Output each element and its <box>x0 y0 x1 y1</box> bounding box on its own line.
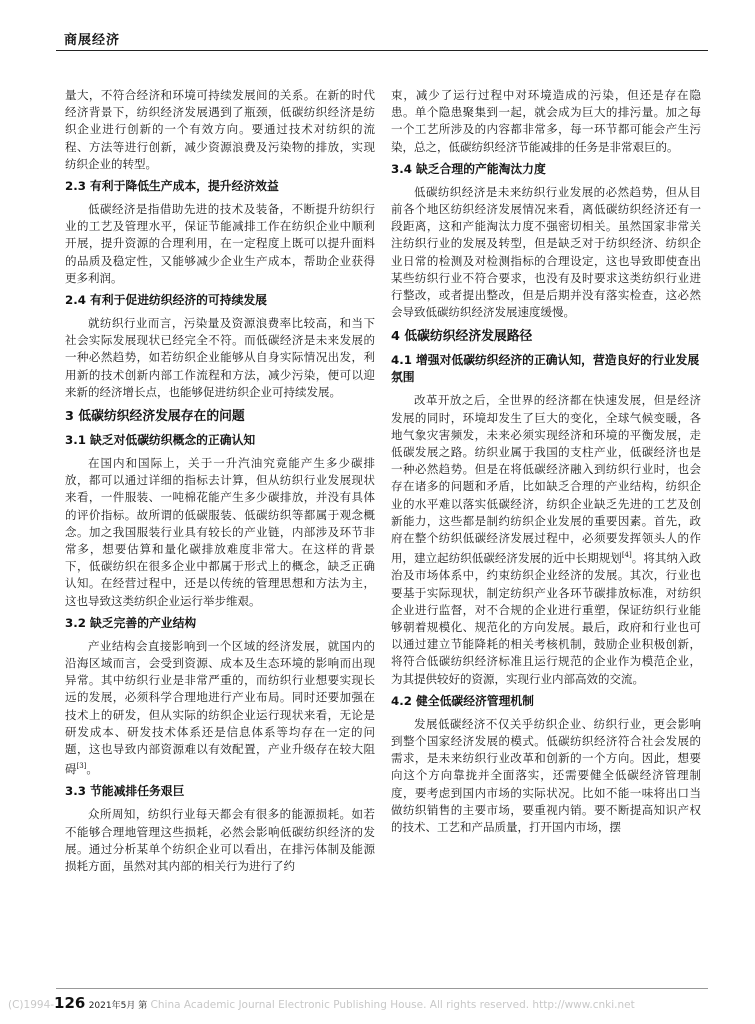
paragraph <box>65 638 375 778</box>
paragraph-text: 改革开放之后，全世界的经济都在快速发展，但是经济发展的同时，环境却发生了巨大的变化，全球气候变暖，各地气象灾害频发，未来必须实现经济和环境的平衡发展，走低碳发展之路。纺织业属于我国的支柱产业，低碳经济也是一种必然趋势。但是在将低碳经济融入到纺织行业时，也会存在诸多的问题和矛盾，比如缺乏合理的产业结构，纺织企业的水平难以落实低碳经济，纺织企业缺乏先进的工艺及创新能力，这些都是制约纺织企业发展的重要因素。首先，政府在整个纺织低碳经济发展过程中，必须要发挥领头人的作用，建立起纺织低碳经济发展的近中长期规划 <box>391 393 701 566</box>
section-heading-3: 3 低碳纺织经济发展存在的问题 <box>65 409 245 425</box>
paragraph: 量大，不符合经济和环境可持续发展间的关系。在新的时代经济背景下，纺织经济发展遇到了瓶颈，低碳纺织经济是纺织企业进行创新的一个有效方向。要通过技术对纺织的流程、方法等进行创新，减少资源浪费及污染物的排放，实现纺织企业的转型。 <box>65 88 375 171</box>
footer <box>8 994 753 1012</box>
section-heading-2-3: 2.3 有利于降低生产成本，提升经济效益 <box>65 179 279 194</box>
citation: [3] <box>76 762 87 771</box>
header-divider <box>56 50 708 51</box>
copyright-notice: China Academic Journal Electronic Publishing House. All rights reserved. http://www.cnki.net <box>150 999 635 1011</box>
paragraph: 发展低碳经济不仅关乎纺织企业、纺织行业，更会影响到整个国家经济发展的模式。低碳纺织经济符合社会发展的需求，是未来纺织行业改革和创新的一个方向。因此，想要向这个方向靠拢并全面落实，还需要健全低碳经济管理制度，要考虑到国内市场的实际状况。比如不能一味将出口当做纺织销售的主要市场，要重视内销。要不断提高知识产权的技术、工艺和产品质量，打开国内市场，摆 <box>391 716 701 834</box>
paragraph-text: 。将其纳入政治及市场体系中，约束纺织企业经济的发展。其次，行业也要基于实际现状，制定纺织产业各环节碳排放标准，对纺织企业进行监督，对不合规的企业进行重塑，保证纺织行业能够朝着规模化、规范化的方向发展。最后，政府和行业也可以通过建立节能降耗的相关考核机制，鼓励企业积极创新，将符合低碳纺织经济标准且运行规范的企业作为模范企业，为其提供较好的资源，实现行业内部高效的交流。 <box>391 551 701 686</box>
section-heading-4-2: 4.2 健全低碳经济管理机制 <box>391 693 534 708</box>
citation: [4] <box>621 551 632 560</box>
paragraph: 就纺织行业而言，污染量及资源浪费率比较高，和当下社会实际发展现状已经完全不符。而低碳经济是未来发展的一种必然趋势，如若纺织企业能够从自身实际情况出发，利用新的技术创新内部工作流程和方法，减少污染，便可以迎来新的经济增长点，也能够促进纺织企业可持续发展。 <box>65 316 375 399</box>
section-heading-3-1: 3.1 缺乏对低碳纺织概念的正确认知 <box>65 433 256 448</box>
paragraph: 低碳经济是指借助先进的技术及装备，不断提升纺织行业的工艺及管理水平，保证节能减排工作在纺织企业中顺利开展，提升资源的合理利用，在一定程度上既可以提升面料的品质及稳定性，又能够减少企业生产成本，帮助企业获得更多利润。 <box>65 202 375 285</box>
section-heading-3-4: 3.4 缺乏合理的产能淘汰力度 <box>391 161 546 176</box>
paragraph: 众所周知，纺织行业每天都会有很多的能源损耗。如若不能够合理地管理这些损耗，必然会影响低碳纺织经济的发展。通过分析某单个纺织企业可以看出，在排污体制及能源损耗方面，虽然对其内部的相关行为进行了约 <box>65 807 375 873</box>
paragraph: 低碳纺织经济是未来纺织行业发展的必然趋势，但从目前各个地区纺织经济发展情况来看，离低碳纺织经济还有一段距离，这和产能淘汰力度不强密切相关。虽然国家非常关注纺织行业的发展及转型，但是缺乏对于纺织经济、纺织企业日常的检测及对检测指标的合理设定，这也导致即使查出某些纺织行业不符合要求，也没有及时要求这类纺织行业进行整改，或者提出整改，但是后期并没有落实检查，这必然会导致低碳纺织经济发展速度缓慢。 <box>391 184 701 320</box>
footer-divider <box>56 988 708 989</box>
paragraph <box>391 392 701 687</box>
section-heading-3-3: 3.3 节能减排任务艰巨 <box>65 784 185 799</box>
copyright-prefix: (C)1994- <box>8 999 55 1011</box>
issue-date: 2021年5月 第 <box>88 1001 148 1011</box>
left-column <box>65 87 375 875</box>
journal-title: 商展经济 <box>64 33 121 48</box>
right-column <box>391 87 701 836</box>
section-heading-4: 4 低碳纺织经济发展路径 <box>391 329 533 345</box>
section-heading-4-1: 4.1 增强对低碳纺织经济的正确认知，营造良好的行业发展氛围 <box>391 353 700 385</box>
paragraph: 束，减少了运行过程中对环境造成的污染，但还是存在隐患。单个隐患聚集到一起，就会成为巨大的排污量。加之每一个工艺所涉及的内容都非常多，每一环节都可能会产生污染，总之，低碳纺织经济节能减排的任务是非常艰巨的。 <box>391 88 701 154</box>
page-number: 126 <box>54 994 86 1012</box>
paragraph-end: 。 <box>86 762 98 777</box>
paragraph-text: 产业结构会直接影响到一个区域的经济发展，就国内的沿海区域而言，会受到资源、成本及生态环境的影响而出现异常。其中纺织行业是非常严重的，而纺织行业想要实现长远的发展，必须科学合理地进行产业布局。同时还要加强在技术上的研发，但从实际的纺织企业运行现状来看，无论是研发成本、研发技术体系还是信息体系等均存在一定的问题，这也导致内部资源难以有效配置，产业升级存在较大阻碍 <box>65 638 375 777</box>
section-heading-2-4: 2.4 有利于促进纺织经济的可持续发展 <box>65 293 267 308</box>
paragraph: 在国内和国际上，关于一升汽油究竟能产生多少碳排放，都可以通过详细的指标去计算，但从纺织行业发展现状来看，一件服装、一吨棉花能产生多少碳排放，并没有具体的评价指标。故所谓的低碳服装、低碳纺织等都属于观念概念。加之我国服装行业具有较长的产业链，内部涉及环节非常多，想要估算和量化碳排放难度非常大。在这样的背景下，低碳纺织在很多企业中都属于形式上的概念，缺乏正确认知。在经营过程中，还是以传统的管理思想和方法为主，这也导致这类纺织企业运行举步维艰。 <box>65 456 375 608</box>
section-heading-3-2: 3.2 缺乏完善的产业结构 <box>65 615 197 630</box>
